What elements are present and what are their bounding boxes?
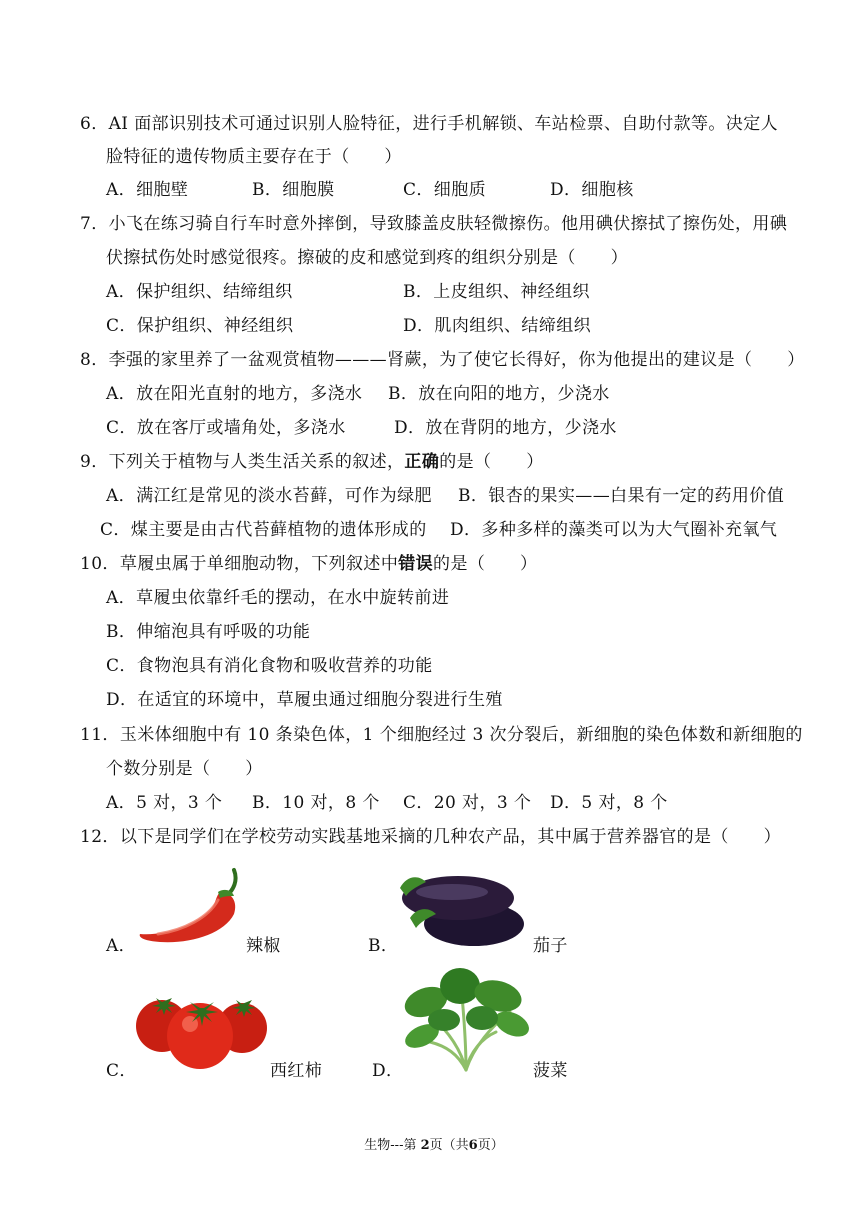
q9-stem-emphasis: 正确	[404, 452, 440, 472]
q8-option-d: D．放在背阴的地方，少浇水	[394, 418, 617, 438]
q6-stem-line2: 脸特征的遗传物质主要存在于（ ）	[106, 147, 402, 167]
q10-option-d: D．在适宜的环境中，草履虫通过细胞分裂进行生殖	[106, 690, 503, 710]
q8-option-b: B．放在向阳的地方，少浇水	[388, 384, 610, 404]
q12-option-d-letter: D．	[372, 1061, 404, 1081]
q11-option-b: B．10 对，8 个	[252, 793, 380, 813]
q12-option-c-name: 西红柿	[270, 1061, 323, 1081]
q10-option-a: A．草履虫依靠纤毛的摆动，在水中旋转前进	[106, 588, 450, 608]
spinach-image	[400, 966, 532, 1072]
footer-page-number: 2	[420, 1138, 430, 1153]
q12-option-c-letter: C．	[106, 1061, 137, 1081]
q9-stem	[80, 451, 544, 473]
page-footer	[0, 1138, 868, 1154]
q11-stem-line1: 11．玉米体细胞中有 10 条染色体，1 个细胞经过 3 次分裂后，新细胞的染色体数和新细胞的	[80, 725, 803, 745]
q10-stem-emphasis: 错误	[398, 554, 434, 574]
q7-option-c: C．保护组织、神经组织	[106, 316, 294, 336]
tomato-image	[134, 992, 270, 1072]
q9-stem-suffix: 的是（ ）	[439, 452, 544, 472]
q11-stem-line2: 个数分别是（ ）	[106, 759, 263, 779]
q10-option-c: C．食物泡具有消化食物和吸收营养的功能	[106, 656, 433, 676]
q7-option-d: D．肌肉组织、结缔组织	[403, 316, 592, 336]
q12-option-b-name: 茄子	[533, 936, 568, 956]
q12-option-d-name: 菠菜	[533, 1061, 568, 1081]
q6-option-c: C．细胞质	[403, 180, 487, 200]
footer-total-pages: 6	[468, 1138, 478, 1153]
q9-option-d: D．多种多样的藻类可以为大气圈补充氧气	[450, 520, 778, 540]
q6-option-d: D．细胞核	[550, 180, 634, 200]
q10-stem	[80, 553, 537, 575]
q8-stem: 8．李强的家里养了一盆观赏植物———肾蕨，为了使它长得好，你为他提出的建议是（ ）	[80, 350, 805, 370]
q10-option-b: B．伸缩泡具有呼吸的功能	[106, 622, 311, 642]
q8-option-c: C．放在客厅或墙角处，多浇水	[106, 418, 346, 438]
q7-option-b: B．上皮组织、神经组织	[403, 282, 590, 302]
q10-stem-prefix: 10．草履虫属于单细胞动物，下列叙述中	[80, 554, 399, 574]
eggplant-image	[396, 866, 532, 954]
q7-option-a: A．保护组织、结缔组织	[106, 282, 293, 302]
q9-option-a: A．满江红是常见的淡水苔藓，可作为绿肥	[106, 486, 432, 506]
q12-option-a-letter: A．	[106, 936, 137, 956]
q8-option-a: A．放在阳光直射的地方，多浇水	[106, 384, 363, 404]
q12-option-a-name: 辣椒	[246, 936, 281, 956]
q7-stem-line1: 7．小飞在练习骑自行车时意外摔倒，导致膝盖皮肤轻微擦伤。他用碘伏擦拭了擦伤处，用碘	[80, 214, 788, 234]
footer-prefix: 生物---第	[364, 1138, 421, 1153]
footer-suffix: 页）	[477, 1138, 504, 1153]
q9-option-c: C．煤主要是由古代苔藓植物的遗体形成的	[100, 520, 427, 540]
q11-option-d: D．5 对，8 个	[550, 793, 668, 813]
q6-option-b: B．细胞膜	[252, 180, 335, 200]
q10-stem-suffix: 的是（ ）	[433, 554, 538, 574]
q11-option-c: C．20 对，3 个	[403, 793, 532, 813]
q6-stem-line1: 6．AI 面部识别技术可通过识别人脸特征，进行手机解锁、车站检票、自助付款等。决定人	[80, 114, 779, 134]
q12-stem: 12．以下是同学们在学校劳动实践基地采摘的几种农产品，其中属于营养器官的是（ ）	[80, 827, 782, 847]
q11-option-a: A．5 对，3 个	[106, 793, 223, 813]
q7-stem-line2: 伏擦拭伤处时感觉很疼。擦破的皮和感觉到疼的组织分别是（ ）	[106, 248, 628, 268]
q9-option-b: B．银杏的果实——白果有一定的药用价值	[458, 486, 785, 506]
q6-option-a: A．细胞壁	[106, 180, 189, 200]
footer-middle: 页（共	[429, 1138, 469, 1153]
q12-option-b-letter: B．	[368, 936, 399, 956]
chili-pepper-image	[134, 862, 246, 954]
q9-stem-prefix: 9．下列关于植物与人类生活关系的叙述，	[80, 452, 405, 472]
